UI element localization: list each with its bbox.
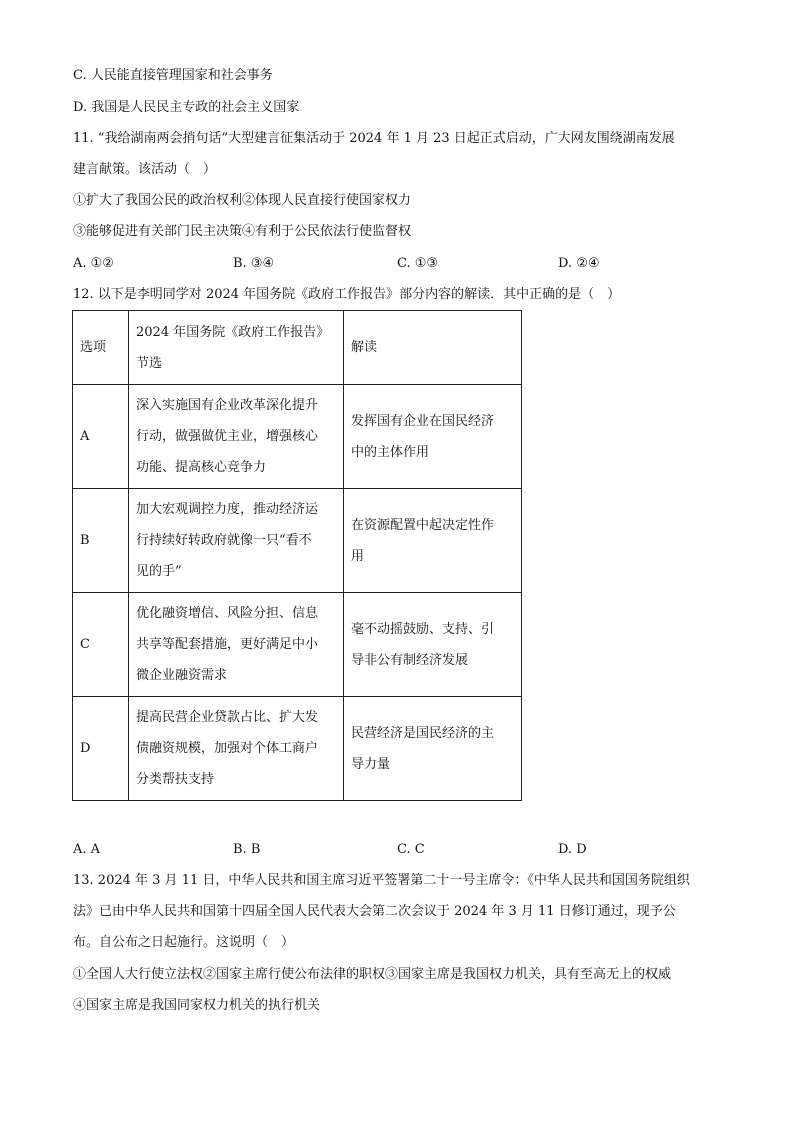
question-13-stem-line1: 13. 2024 年 3 月 11 日，中华人民共和国主席习近平签署第二十一号主席令：《中华人民共和国国务院组织 [73,873,690,888]
row-interpretation [344,593,522,697]
interpretation-line: 在资源配置中起决定性作 [351,517,495,533]
table-header-row [73,311,522,385]
row-option: A [73,385,129,489]
header-option: 选项 [73,311,129,385]
excerpt-line: 债融资规模，加强对个体工商户 [136,741,319,756]
excerpt-line: 功能、提高核心竞争力 [136,460,267,475]
question-10-option-d: D. 我国是人民民主专政的社会主义国家 [73,100,300,115]
row-interpretation [344,697,522,801]
excerpt-line: 提高民营企业贷款占比、扩大发 [136,710,319,725]
row-interpretation [344,489,522,593]
question-11-option-b: B. ③④ [233,256,275,271]
question-11-statements-line2: ③能够促进有关部门民主决策④有利于公民依法行使监督权 [73,224,412,239]
interpretation-line: 导力量 [351,756,391,772]
row-excerpt [129,593,344,697]
question-12-option-a: A. A [73,842,101,857]
excerpt-line: 加大宏观调控力度，推动经济运 [136,502,319,517]
question-11-option-d: D. ②④ [558,256,600,271]
row-excerpt [129,489,344,593]
interpretation-line: 民营经济是国民经济的主 [351,725,495,741]
excerpt-line: 深入实施国有企业改革深化提升 [136,398,319,413]
header-excerpt-line: 节选 [136,355,163,371]
question-11-statements-line1: ①扩大了我国公民的政治权利②体现人民直接行使国家权力 [73,193,412,208]
excerpt-line: 分类帮扶支持 [136,772,215,787]
row-option: C [73,593,129,697]
table-row [73,489,522,593]
question-12-option-b: B. B [233,842,261,857]
excerpt-line: 行动，做强做优主业，增强核心 [136,429,319,444]
table-row [73,385,522,489]
interpretation-line: 导非公有制经济发展 [351,652,469,668]
question-11-option-c: C. ①③ [397,256,439,271]
excerpt-line: 行持续好转政府就像一只“看不 [136,533,312,548]
question-12-stem: 12. 以下是李明同学对 2024 年国务院《政府工作报告》部分内容的解读．其中正确的是（ ） [73,287,621,302]
header-excerpt [129,311,344,385]
excerpt-line: 共享等配套措施，更好满足中小 [136,637,319,652]
question-13-stem-line3: 布。自公布之日起施行。这说明（ ） [73,935,295,950]
row-excerpt [129,697,344,801]
row-interpretation [344,385,522,489]
question-11-stem-line1: 11. “我给湖南两会捎句话”大型建言征集活动于 2024 年 1 月 23 日起正式启动，广大网友围绕湖南发展 [73,131,675,146]
interpretation-line: 发挥国有企业在国民经济 [351,413,495,429]
table-row [73,593,522,697]
header-interpretation: 解读 [344,311,522,385]
question-11-stem-line2: 建言献策。该活动（ ） [73,162,217,177]
question-13-statements-line2: ④国家主席是我国同家权力机关的执行机关 [73,998,321,1013]
header-excerpt-line: 2024 年国务院《政府工作报告》 [136,324,330,340]
question-13-stem-line2: 法》已由中华人民共和国第十四届全国人民代表大会第二次会议于 2024 年 3 月 11 日修订通过，现予公 [73,904,676,919]
row-option: B [73,489,129,593]
excerpt-line: 见的手” [136,564,182,579]
question-12-option-d: D. D [558,842,587,857]
question-12-table [72,310,522,801]
question-12-option-c: C. C [397,842,425,857]
table-row [73,697,522,801]
interpretation-line: 中的主体作用 [351,444,430,460]
question-13-statements-line1: ①全国人大行使立法权②国家主席行使公布法律的职权③国家主席是我国权力机关，具有至高无上的权威 [73,967,672,982]
interpretation-line: 毫不动摇鼓励、支持、引 [351,621,495,637]
question-11-option-a: A. ①② [73,256,114,271]
excerpt-line: 微企业融资需求 [136,668,228,683]
row-option: D [73,697,129,801]
interpretation-line: 用 [351,548,365,564]
excerpt-line: 优化融资增信、风险分担、信息 [136,606,319,621]
question-10-option-c: C. 人民能直接管理国家和社会事务 [73,68,273,83]
row-excerpt [129,385,344,489]
